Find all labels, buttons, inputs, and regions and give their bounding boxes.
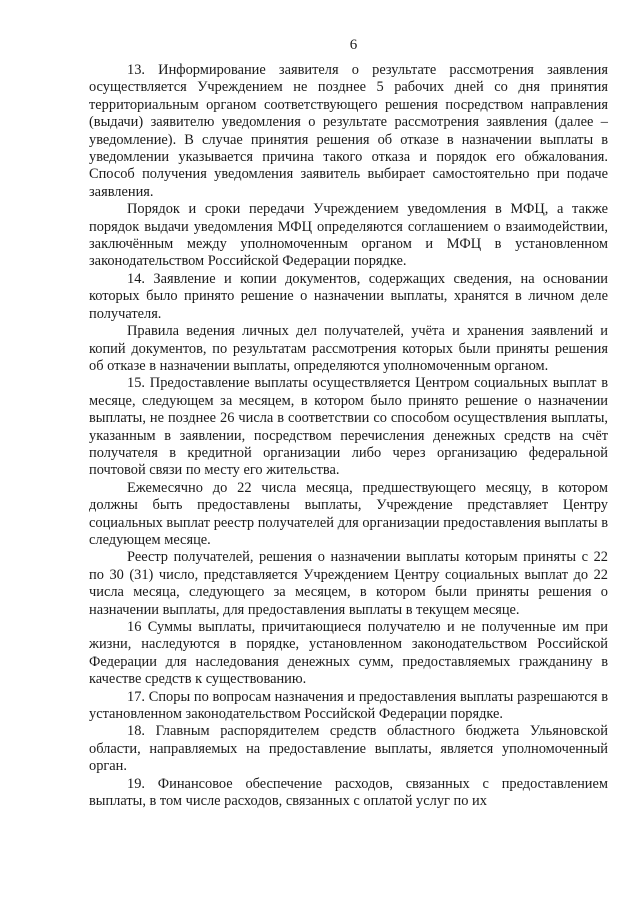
paragraph-16: 16 Суммы выплаты, причитающиеся получателю и не полученные им при жизни, наследуются в порядке, установленном законодательством Российской Федерации для наследования денежных сумм, предоставляемых гражданину в качестве средств к существованию.	[89, 619, 608, 688]
paragraph-15: 15. Предоставление выплаты осуществляется Центром социальных выплат в месяце, следующем за месяцем, в котором было принято решение о назначении выплаты, не позднее 26 числа в соответствии со способом осуществления выплаты, указанным в заявлении, посредством перечисления денежных средств на счёт получателя в кредитной организации либо через организацию федеральной почтовой связи по месту его жительства.	[89, 375, 608, 479]
paragraph-13-mfc-transfer: Порядок и сроки передачи Учреждением уведомления в МФЦ, а также порядок выдачи уведомления МФЦ определяются соглашением о взаимодействии, заключённым между уполномоченным органом и МФЦ в установленном законодательством Российской Федерации порядке.	[89, 201, 608, 270]
page-number: 6	[349, 37, 358, 53]
paragraph-14: 14. Заявление и копии документов, содержащих сведения, на основании которых было принято решение о назначении выплаты, хранятся в личном деле получателя.	[89, 270, 608, 322]
paragraph-15-monthly-registry: Ежемесячно до 22 числа месяца, предшествующего месяцу, в котором должны быть предоставлены выплаты, Учреждение представляет Центру социальных выплат реестр получателей для организации предоставления выплаты в следующем месяце.	[89, 479, 608, 548]
paragraph-14-records-rules: Правила ведения личных дел получателей, учёта и хранения заявлений и копий документов, по результатам рассмотрения которых были приняты решения об отказе в назначении выплаты, определяются уполномоченным органом.	[89, 323, 608, 374]
paragraph-18: 18. Главным распорядителем средств областного бюджета Ульяновской области, направляемых на предоставление выплаты, является уполномоченный орган.	[89, 723, 608, 775]
paragraph-15-late-registry: Реестр получателей, решения о назначении выплаты которым приняты с 22 по 30 (31) число, представляется Учреждением Центру социальных выплат до 22 числа месяца, следующего за месяцем, в котором были приняты решения о назначении выплаты, для предоставления выплаты в текущем месяце.	[89, 549, 608, 618]
paragraph-13: 13. Информирование заявителя о результате рассмотрения заявления осуществляется Учреждением не позднее 5 рабочих дней со дня принятия территориальным органом соответствующего решения посредством направления (выдачи) заявителю уведомления о результате рассмотрения заявления (далее – уведомление). В случае принятия решения об отказе в назначении выплаты в уведомлении указывается причина такого отказа и порядок его обжалования. Способ получения уведомления заявитель выбирает самостоятельно при подаче заявления.	[89, 62, 608, 200]
paragraph-17: 17. Споры по вопросам назначения и предоставления выплаты разрешаются в установленном законодательством Российской Федерации порядке.	[89, 688, 608, 723]
paragraph-19: 19. Финансовое обеспечение расходов, связанных с предоставлением выплаты, в том числе расходов, связанных с оплатой услуг по их	[89, 775, 608, 810]
